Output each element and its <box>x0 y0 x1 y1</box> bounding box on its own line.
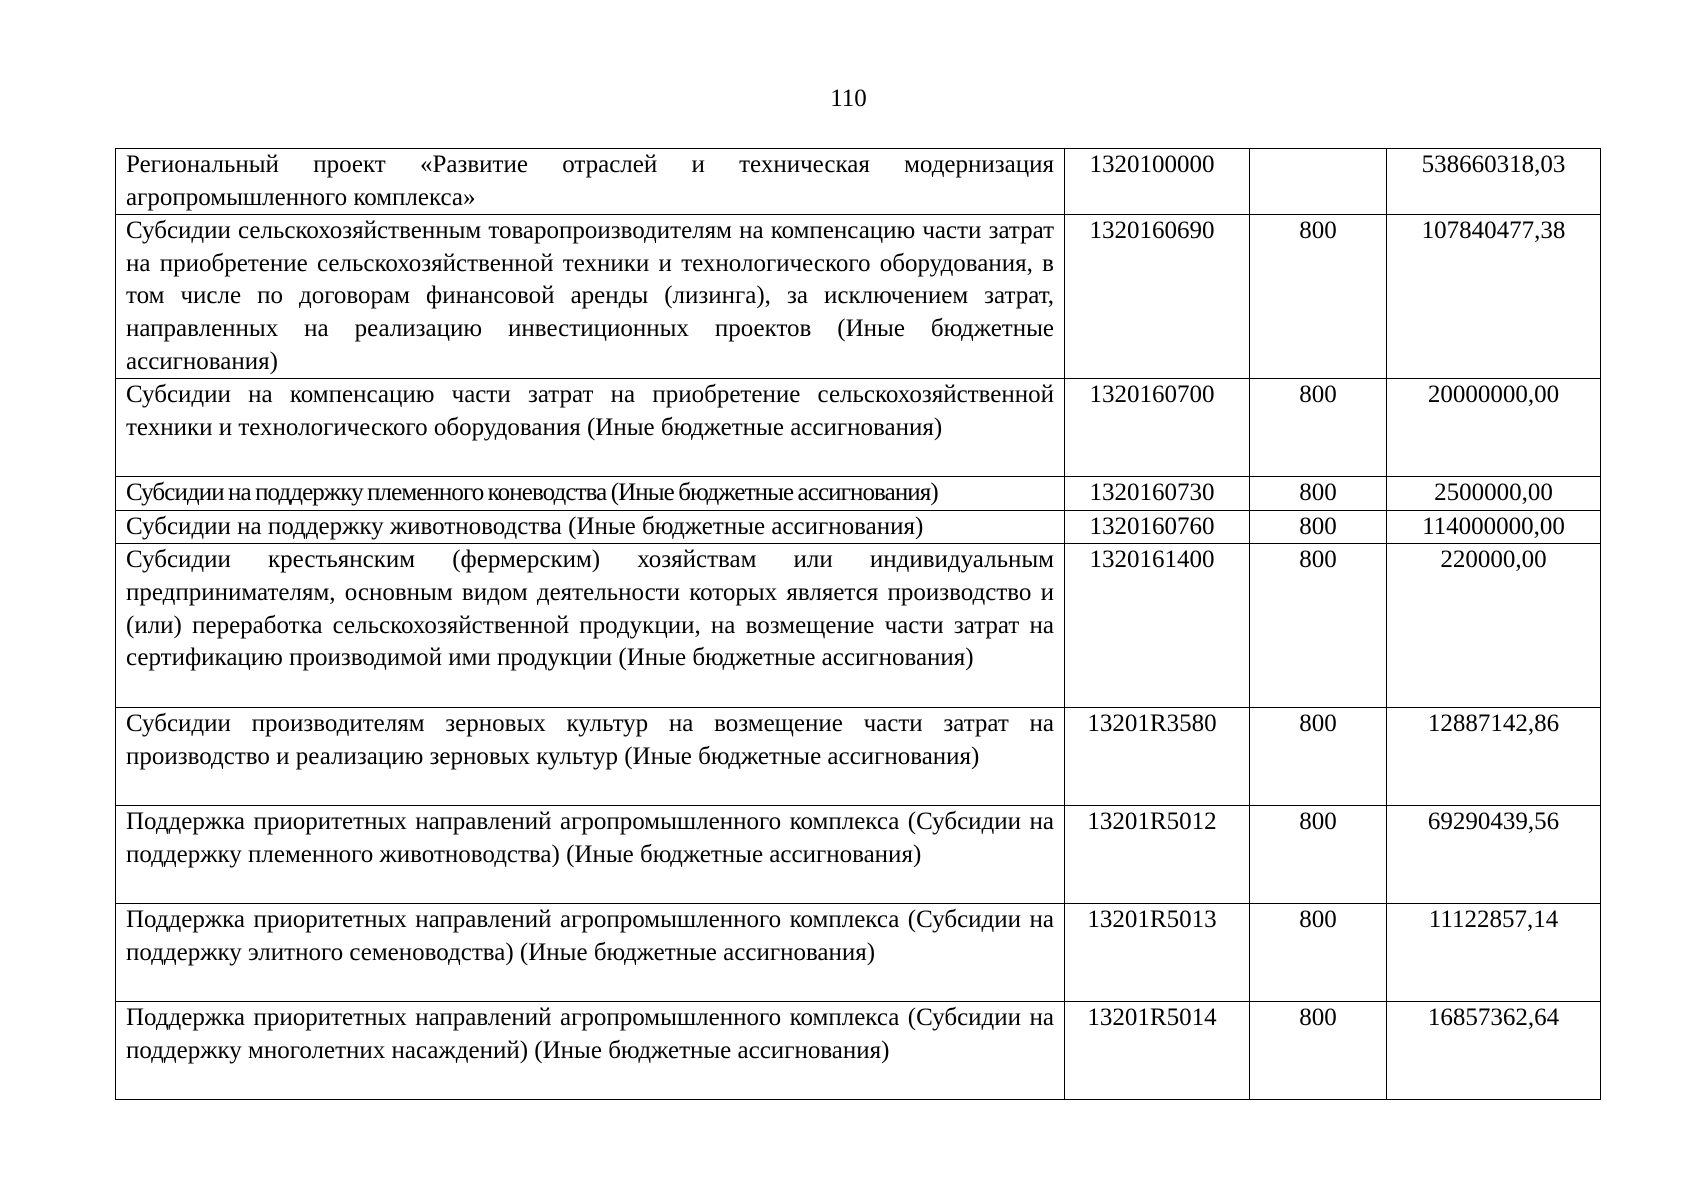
item-name: Поддержка приоритетных направлений агропромышленного комплекса (Субсидии на поддержку племенного животноводства) (Иные бюджетные ассигнования) <box>116 806 1065 904</box>
table-row <box>116 379 1601 477</box>
expense-type: 800 <box>1250 904 1387 1002</box>
item-name: Субсидии сельскохозяйственным товаропроизводителям на компенсацию части затрат на приобретение сельскохозяйственной техники и технологического оборудования, в том числе по договорам финансовой аренды (лизинга), за исключением затрат, направленных на реализацию инвестиционных проектов (Иные бюджетные ассигнования) <box>116 215 1065 379</box>
item-code: 13201R3580 <box>1065 708 1250 806</box>
expense-type: 800 <box>1250 806 1387 904</box>
budget-table <box>115 148 1601 1100</box>
item-code: 13201R5012 <box>1065 806 1250 904</box>
table-row <box>116 149 1601 215</box>
item-sum: 538660318,03 <box>1387 149 1601 215</box>
item-name: Субсидии на поддержку племенного коневодства (Иные бюджетные ассигнования) <box>116 477 1065 511</box>
expense-type: 800 <box>1250 477 1387 511</box>
table-row <box>116 477 1601 511</box>
item-sum: 2500000,00 <box>1387 477 1601 511</box>
item-sum: 69290439,56 <box>1387 806 1601 904</box>
item-code: 1320161400 <box>1065 544 1250 708</box>
table-row <box>116 510 1601 544</box>
item-name: Субсидии на компенсацию части затрат на приобретение сельскохозяйственной техники и технологического оборудования (Иные бюджетные ассигнования) <box>116 379 1065 477</box>
item-code: 13201R5014 <box>1065 1002 1250 1100</box>
item-code: 1320160760 <box>1065 510 1250 544</box>
item-sum: 107840477,38 <box>1387 215 1601 379</box>
table-row <box>116 904 1601 1002</box>
table-row <box>116 806 1601 904</box>
item-sum: 114000000,00 <box>1387 510 1601 544</box>
item-name: Поддержка приоритетных направлений агропромышленного комплекса (Субсидии на поддержку многолетних насаждений) (Иные бюджетные ассигнования) <box>116 1002 1065 1100</box>
item-code: 1320160730 <box>1065 477 1250 511</box>
item-sum: 20000000,00 <box>1387 379 1601 477</box>
item-sum: 11122857,14 <box>1387 904 1601 1002</box>
item-code: 13201R5013 <box>1065 904 1250 1002</box>
page-number: 110 <box>830 85 867 112</box>
expense-type: 800 <box>1250 510 1387 544</box>
expense-type: 800 <box>1250 708 1387 806</box>
item-name: Региональный проект «Развитие отраслей и техническая модернизация агропромышленного комплекса» <box>116 149 1065 215</box>
item-name: Поддержка приоритетных направлений агропромышленного комплекса (Субсидии на поддержку элитного семеноводства) (Иные бюджетные ассигнования) <box>116 904 1065 1002</box>
item-name: Субсидии производителям зерновых культур на возмещение части затрат на производство и реализацию зерновых культур (Иные бюджетные ассигнования) <box>116 708 1065 806</box>
expense-type: 800 <box>1250 544 1387 708</box>
item-sum: 12887142,86 <box>1387 708 1601 806</box>
table-row <box>116 1002 1601 1100</box>
item-code: 1320100000 <box>1065 149 1250 215</box>
table-row <box>116 544 1601 708</box>
item-name: Субсидии на поддержку животноводства (Иные бюджетные ассигнования) <box>116 510 1065 544</box>
item-code: 1320160700 <box>1065 379 1250 477</box>
table-row <box>116 708 1601 806</box>
expense-type: 800 <box>1250 215 1387 379</box>
table-row <box>116 215 1601 379</box>
expense-type: 800 <box>1250 1002 1387 1100</box>
expense-type: 800 <box>1250 379 1387 477</box>
item-code: 1320160690 <box>1065 215 1250 379</box>
item-sum: 220000,00 <box>1387 544 1601 708</box>
expense-type <box>1250 149 1387 215</box>
item-name: Субсидии крестьянским (фермерским) хозяйствам или индивидуальным предпринимателям, основным видом деятельности которых является производство и (или) переработка сельскохозяйственной продукции, на возмещение части затрат на сертификацию производимой ими продукции (Иные бюджетные ассигнования) <box>116 544 1065 708</box>
item-sum: 16857362,64 <box>1387 1002 1601 1100</box>
